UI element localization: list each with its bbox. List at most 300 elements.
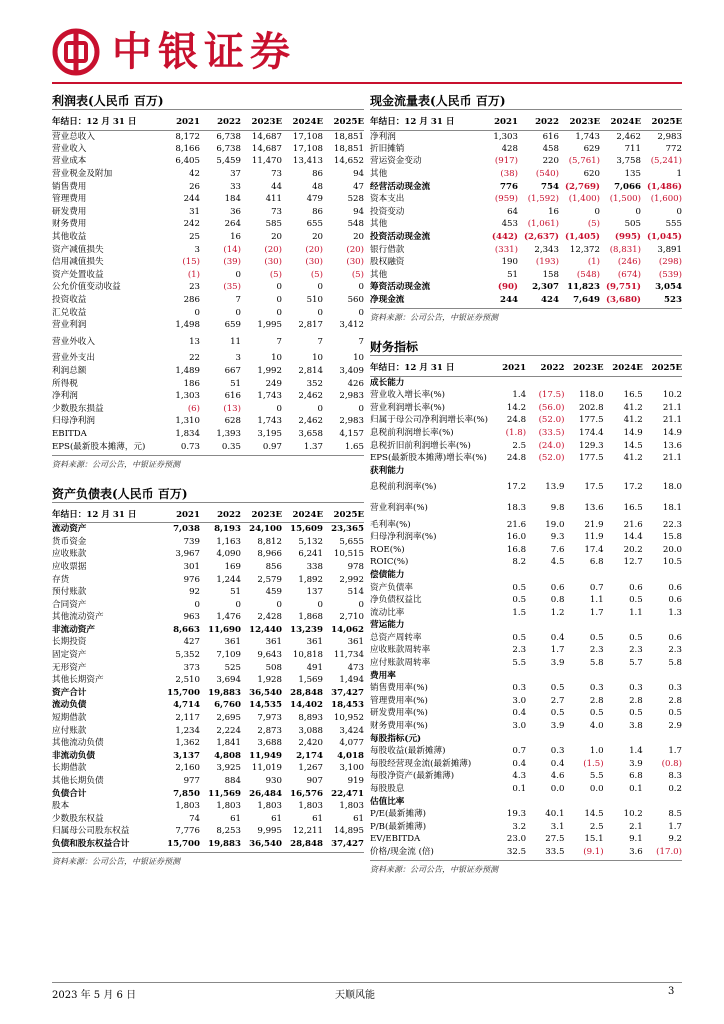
header-year: 2022 [518,114,559,130]
row-value: 186 [183,378,200,389]
row-value: 0.1 [629,784,643,795]
row-value: 1,303 [493,131,518,142]
header-year: 2023E [241,114,282,130]
row-value: 1,803 [298,801,323,812]
table-header-row [370,114,682,130]
row-label: 营业利润 [52,320,87,331]
row-value: 11,470 [251,156,282,167]
row-label: 其他收益 [52,232,87,243]
row-value [526,619,564,632]
table-row [370,606,682,619]
row-value: 2.8 [629,695,643,706]
row-value: 137 [306,587,323,598]
row-value: 2,428 [257,612,282,623]
table-row [370,180,682,193]
brand-name: 中银证券 [112,28,296,75]
row-value: 0.3 [668,683,682,694]
row-value: 20 [353,232,364,243]
row-value: 5.5 [512,658,527,669]
row-label: 营业总收入 [52,131,95,142]
header-label: 年结日：12 月 31 日 [52,507,159,523]
row-value: (1,500) [609,194,641,205]
row-value: 3 [194,244,200,255]
table-row [370,231,682,244]
row-value: 19.3 [506,809,527,820]
row-value: (540) [535,169,559,180]
row-value: 5.7 [629,658,643,669]
row-value: 1,267 [298,763,323,774]
row-value: 61 [230,813,241,824]
row-label: 估值比率 [370,796,405,807]
row-value: (30) [264,257,282,268]
row-value: 174.4 [578,427,604,438]
row-value: 73 [271,206,282,217]
row-value: 2,983 [339,416,364,427]
table-row [52,624,364,637]
row-label: 流动资产 [52,524,87,535]
row-label: 每股经营现金流(最新摊薄) [370,758,472,769]
row-value: (1) [587,257,600,268]
row-value: 10 [312,353,323,364]
row-label: 管理费用率(%) [370,695,428,706]
table-row [52,365,364,378]
row-value: 3,137 [173,750,200,761]
row-value: 1.1 [629,607,643,618]
row-value: 4.6 [550,771,565,782]
row-value: 0.4 [550,758,565,769]
row-value [604,569,643,582]
row-value: (13) [223,403,241,414]
row-value: 4,018 [337,750,364,761]
row-value: 33 [230,181,241,192]
table-row [52,428,364,441]
row-value: 9,995 [257,826,282,837]
row-value: 0.5 [512,632,527,643]
row-value: 17.4 [584,544,604,555]
table-row [370,808,682,821]
row-value: 3,758 [616,156,641,167]
row-value: 6,738 [216,131,241,142]
row-value: (548) [576,269,600,280]
row-label: 息税前利润增长率(%) [370,427,454,438]
row-value: 7 [276,336,282,347]
row-value: (1,045) [646,232,682,243]
table-row [370,143,682,156]
row-value: 28,848 [290,687,323,698]
row-value: 190 [501,257,518,268]
row-value: 16.5 [623,502,643,513]
row-value: 21.1 [662,453,682,464]
row-label: 营运资金变动 [370,156,422,167]
row-value [604,619,643,632]
table-row [52,750,364,763]
row-value: 23.0 [506,834,527,845]
row-value: (5) [587,219,600,230]
row-value: 977 [183,776,200,787]
row-value: 426 [347,378,364,389]
row-value: 301 [183,561,200,572]
page-number: 3 [668,986,675,997]
row-value: 24,100 [249,524,282,535]
row-value: 10.2 [623,809,643,820]
row-value: 776 [500,181,518,192]
row-label: 长期借款 [52,763,87,774]
row-value: 41.2 [623,402,643,413]
row-value: 18,453 [331,700,364,711]
row-value: 0.0 [589,784,604,795]
table-row [370,795,682,808]
row-value: 13,239 [290,624,323,635]
row-value: (90) [497,282,518,293]
row-value: 505 [624,219,641,230]
row-label: P/B(最新摊薄) [370,821,427,832]
row-label: 少数股东损益 [52,403,104,414]
table-row [52,440,364,453]
row-value: 1,841 [216,738,241,749]
row-value: 1,362 [175,738,200,749]
table-row [370,206,682,219]
table-row [370,543,682,556]
row-value: 17,108 [292,131,323,142]
row-value: 2.3 [629,645,643,656]
row-value: 8,166 [175,143,200,154]
header-year: 2023E [564,360,603,376]
row-value: (1,405) [564,232,600,243]
row-value: 856 [265,561,282,572]
row-value [643,795,682,808]
row-value: (38) [500,169,518,180]
row-value: 4,090 [216,549,241,560]
row-value: (917) [494,156,518,167]
row-value: 11,823 [567,282,600,293]
table-row [52,143,364,156]
row-value: 16.8 [506,544,527,555]
header-year: 2022 [526,360,564,376]
row-value: 16 [548,206,559,217]
row-label: 预付账款 [52,587,87,598]
row-value: 3,409 [339,365,364,376]
row-label: ROE(%) [370,544,405,555]
row-value: 242 [183,219,200,230]
row-value: 548 [347,219,364,230]
row-value: (3,680) [605,295,641,306]
row-value: 2,983 [339,391,364,402]
bank-of-china-logo-icon [52,28,100,76]
table-row [370,269,682,282]
row-value: 5.8 [668,658,682,669]
row-value [488,732,526,745]
row-value: 1.7 [589,607,604,618]
row-value: 1,834 [175,428,200,439]
row-value: 9.3 [550,532,565,543]
row-value: 14.5 [623,440,643,451]
table-row [52,724,364,737]
table-row [52,377,364,390]
table-header-row [52,507,364,523]
row-value: 2.1 [629,821,643,832]
row-label: EPS(最新股本摊薄)增长率(%) [370,453,487,464]
header-year: 2024E [282,507,323,523]
row-value: 1,743 [257,416,282,427]
row-label: 股本 [52,801,70,812]
table-row [370,707,682,720]
table-row [370,402,682,415]
row-value [643,376,682,389]
row-value: 0 [235,269,241,280]
row-value [604,669,643,682]
row-value: 491 [306,662,323,673]
row-value: 10,952 [333,713,364,724]
table-row [370,439,682,452]
row-value: 1.7 [668,821,682,832]
row-value: 5.8 [589,658,604,669]
row-value: 4.0 [589,721,604,732]
row-label: 少数股东权益 [52,813,104,824]
row-value: 0.35 [221,441,241,452]
row-label: 货币资金 [52,536,87,547]
row-value: 3.1 [550,821,565,832]
row-value: 352 [306,378,323,389]
row-value: 135 [624,169,641,180]
row-label: ROIC(%) [370,557,409,568]
row-value: 9.2 [668,834,682,845]
row-value: 21.6 [623,519,643,530]
row-value: 8.2 [512,557,527,568]
row-value: (1,600) [650,194,682,205]
row-value: 0 [358,307,364,318]
row-value: 23,365 [331,524,364,535]
row-value: 18,851 [333,143,364,154]
row-value: (30) [346,257,364,268]
row-value: 0.4 [512,708,527,719]
row-value: 15,700 [167,687,200,698]
row-value: 24.8 [506,415,527,426]
row-value: 361 [224,637,241,648]
row-value: (1,061) [527,219,559,230]
row-value: 1,303 [175,391,200,402]
row-value: 14,895 [333,826,364,837]
row-label: 财务费用率(%) [370,721,428,732]
row-value: 616 [224,391,241,402]
row-value: 3.8 [629,721,643,732]
row-label: 其他 [370,219,388,230]
cashflow-statement-table [370,114,682,306]
table-row [52,130,364,143]
row-value: 2,343 [534,244,559,255]
row-value: 1,803 [339,801,364,812]
row-value: 2,462 [616,131,641,142]
row-value: 0.4 [512,758,527,769]
row-value [526,464,564,477]
row-label: 短期借款 [52,713,87,724]
table-row [370,695,682,708]
row-value: 74 [189,813,200,824]
row-value: 0 [317,403,323,414]
row-value: 427 [183,637,200,648]
table-row [52,281,364,294]
row-value: 3.9 [629,758,643,769]
row-value: 458 [542,143,559,154]
row-value: 4,077 [339,738,364,749]
row-value: 0 [276,403,282,414]
row-label: 净现金流 [370,295,405,306]
row-value: 4,157 [339,428,364,439]
table-row [370,833,682,846]
row-value: 1,868 [298,612,323,623]
row-value: 16.0 [506,532,527,543]
row-value: (35) [223,282,241,293]
table-row [370,168,682,181]
row-value: (17.0) [656,846,682,857]
row-value: 585 [265,219,282,230]
header-year: 2021 [488,360,526,376]
row-value: 0.5 [668,708,682,719]
table-row [370,414,682,427]
row-value: 2.5 [512,440,527,451]
row-value: 7,850 [173,788,200,799]
row-value: 2,814 [298,365,323,376]
row-value: 18.0 [662,482,682,493]
row-label: 资本支出 [370,194,405,205]
row-value: (9.1) [583,846,604,857]
row-value: 4.3 [512,771,527,782]
row-value: 2,873 [257,725,282,736]
row-label: 净利润 [52,391,78,402]
table-row [52,193,364,206]
row-value: (56.0) [538,402,565,413]
row-value: 338 [306,561,323,572]
row-value: 0.5 [512,595,527,606]
row-value: (52.0) [538,415,565,426]
row-label: 公允价值变动收益 [52,282,121,293]
row-value: 0.3 [589,683,604,694]
row-value [564,376,603,389]
row-label: 营业利润增长率(%) [370,402,446,413]
row-value: 13 [189,336,200,347]
row-value: 13.6 [662,440,682,451]
balance-sheet-table [52,507,364,850]
row-value: 1,892 [298,574,323,585]
row-value: 8,253 [216,826,241,837]
row-value: 0 [276,295,282,306]
row-value: 11.9 [584,532,604,543]
row-value: 244 [500,295,518,306]
table-row [52,813,364,826]
row-value: 22 [189,353,200,364]
row-value: 19,883 [208,838,241,849]
table-row [52,523,364,536]
row-value: 6.8 [589,557,604,568]
row-label: 净利润 [370,131,396,142]
row-value: 428 [501,143,518,154]
row-value: 51 [507,269,518,280]
row-value: 14,687 [251,131,282,142]
row-value: 0.0 [550,784,565,795]
row-value: 1.0 [589,746,604,757]
row-value: 94 [353,206,364,217]
row-value: 11 [230,336,241,347]
header-year: 2025E [323,507,364,523]
cashflow-source-note: 资料来源：公司公告，中银证券预测 [370,308,682,324]
row-value: 36,540 [249,687,282,698]
row-value: 10.5 [662,557,682,568]
table-row [370,281,682,294]
row-value: 94 [353,169,364,180]
table-row [52,294,364,307]
row-value: 629 [583,143,600,154]
row-value: (246) [617,257,641,268]
row-value: 0.5 [629,632,643,643]
row-value: 4,714 [173,700,200,711]
ratios-source-note: 资料来源：公司公告，中银证券预测 [370,860,682,876]
row-value: 2,160 [175,763,200,774]
row-value: 8,172 [175,131,200,142]
header-label: 年结日：12 月 31 日 [370,360,488,376]
table-row [52,155,364,168]
row-value: (5,241) [650,156,682,167]
row-value: (331) [494,244,518,255]
row-value: 361 [347,637,364,648]
row-value: 21.1 [662,415,682,426]
row-value: 10.2 [662,390,682,401]
table-row [370,531,682,544]
row-value: 86 [312,169,323,180]
header-year: 2025E [643,360,682,376]
row-value [526,376,564,389]
row-value [488,569,526,582]
row-value: 0.5 [512,582,527,593]
table-row [52,598,364,611]
row-label: 存货 [52,574,70,585]
row-value: 0.7 [512,746,527,757]
row-value: (17.5) [538,390,565,401]
row-label: 销售费用 [52,181,87,192]
row-value: 1,244 [216,574,241,585]
row-label: 资产处置收益 [52,269,104,280]
row-value: 0.7 [589,582,604,593]
row-label: 营业成本 [52,156,87,167]
row-value: 3,688 [257,738,282,749]
header-year: 2024E [600,114,641,130]
row-value [488,795,526,808]
row-value: 754 [541,181,559,192]
row-value: 3,195 [257,428,282,439]
balance-sheet-title: 资产负债表(人民币 百万) [52,485,364,503]
row-value: 424 [541,295,559,306]
row-value: 555 [665,219,682,230]
table-row [370,477,682,498]
row-value: 17.2 [623,482,643,493]
row-label: 归母净利润 [52,416,95,427]
row-value: (442) [491,232,518,243]
row-value: 40.1 [545,809,565,820]
row-label: EBITDA [52,428,87,439]
row-value: (20) [305,244,323,255]
row-value: 0 [235,307,241,318]
row-value: 0 [358,282,364,293]
row-value: 479 [306,194,323,205]
row-value: 21.6 [506,519,527,530]
row-value: 1,928 [257,675,282,686]
row-value: 508 [265,662,282,673]
row-label: 每股股息 [370,784,405,795]
row-value: (674) [617,269,641,280]
row-value: 8,193 [214,524,241,535]
row-value: 2,462 [298,391,323,402]
table-row [370,569,682,582]
row-label: 经营活动现金流 [370,181,431,192]
table-row [370,770,682,783]
